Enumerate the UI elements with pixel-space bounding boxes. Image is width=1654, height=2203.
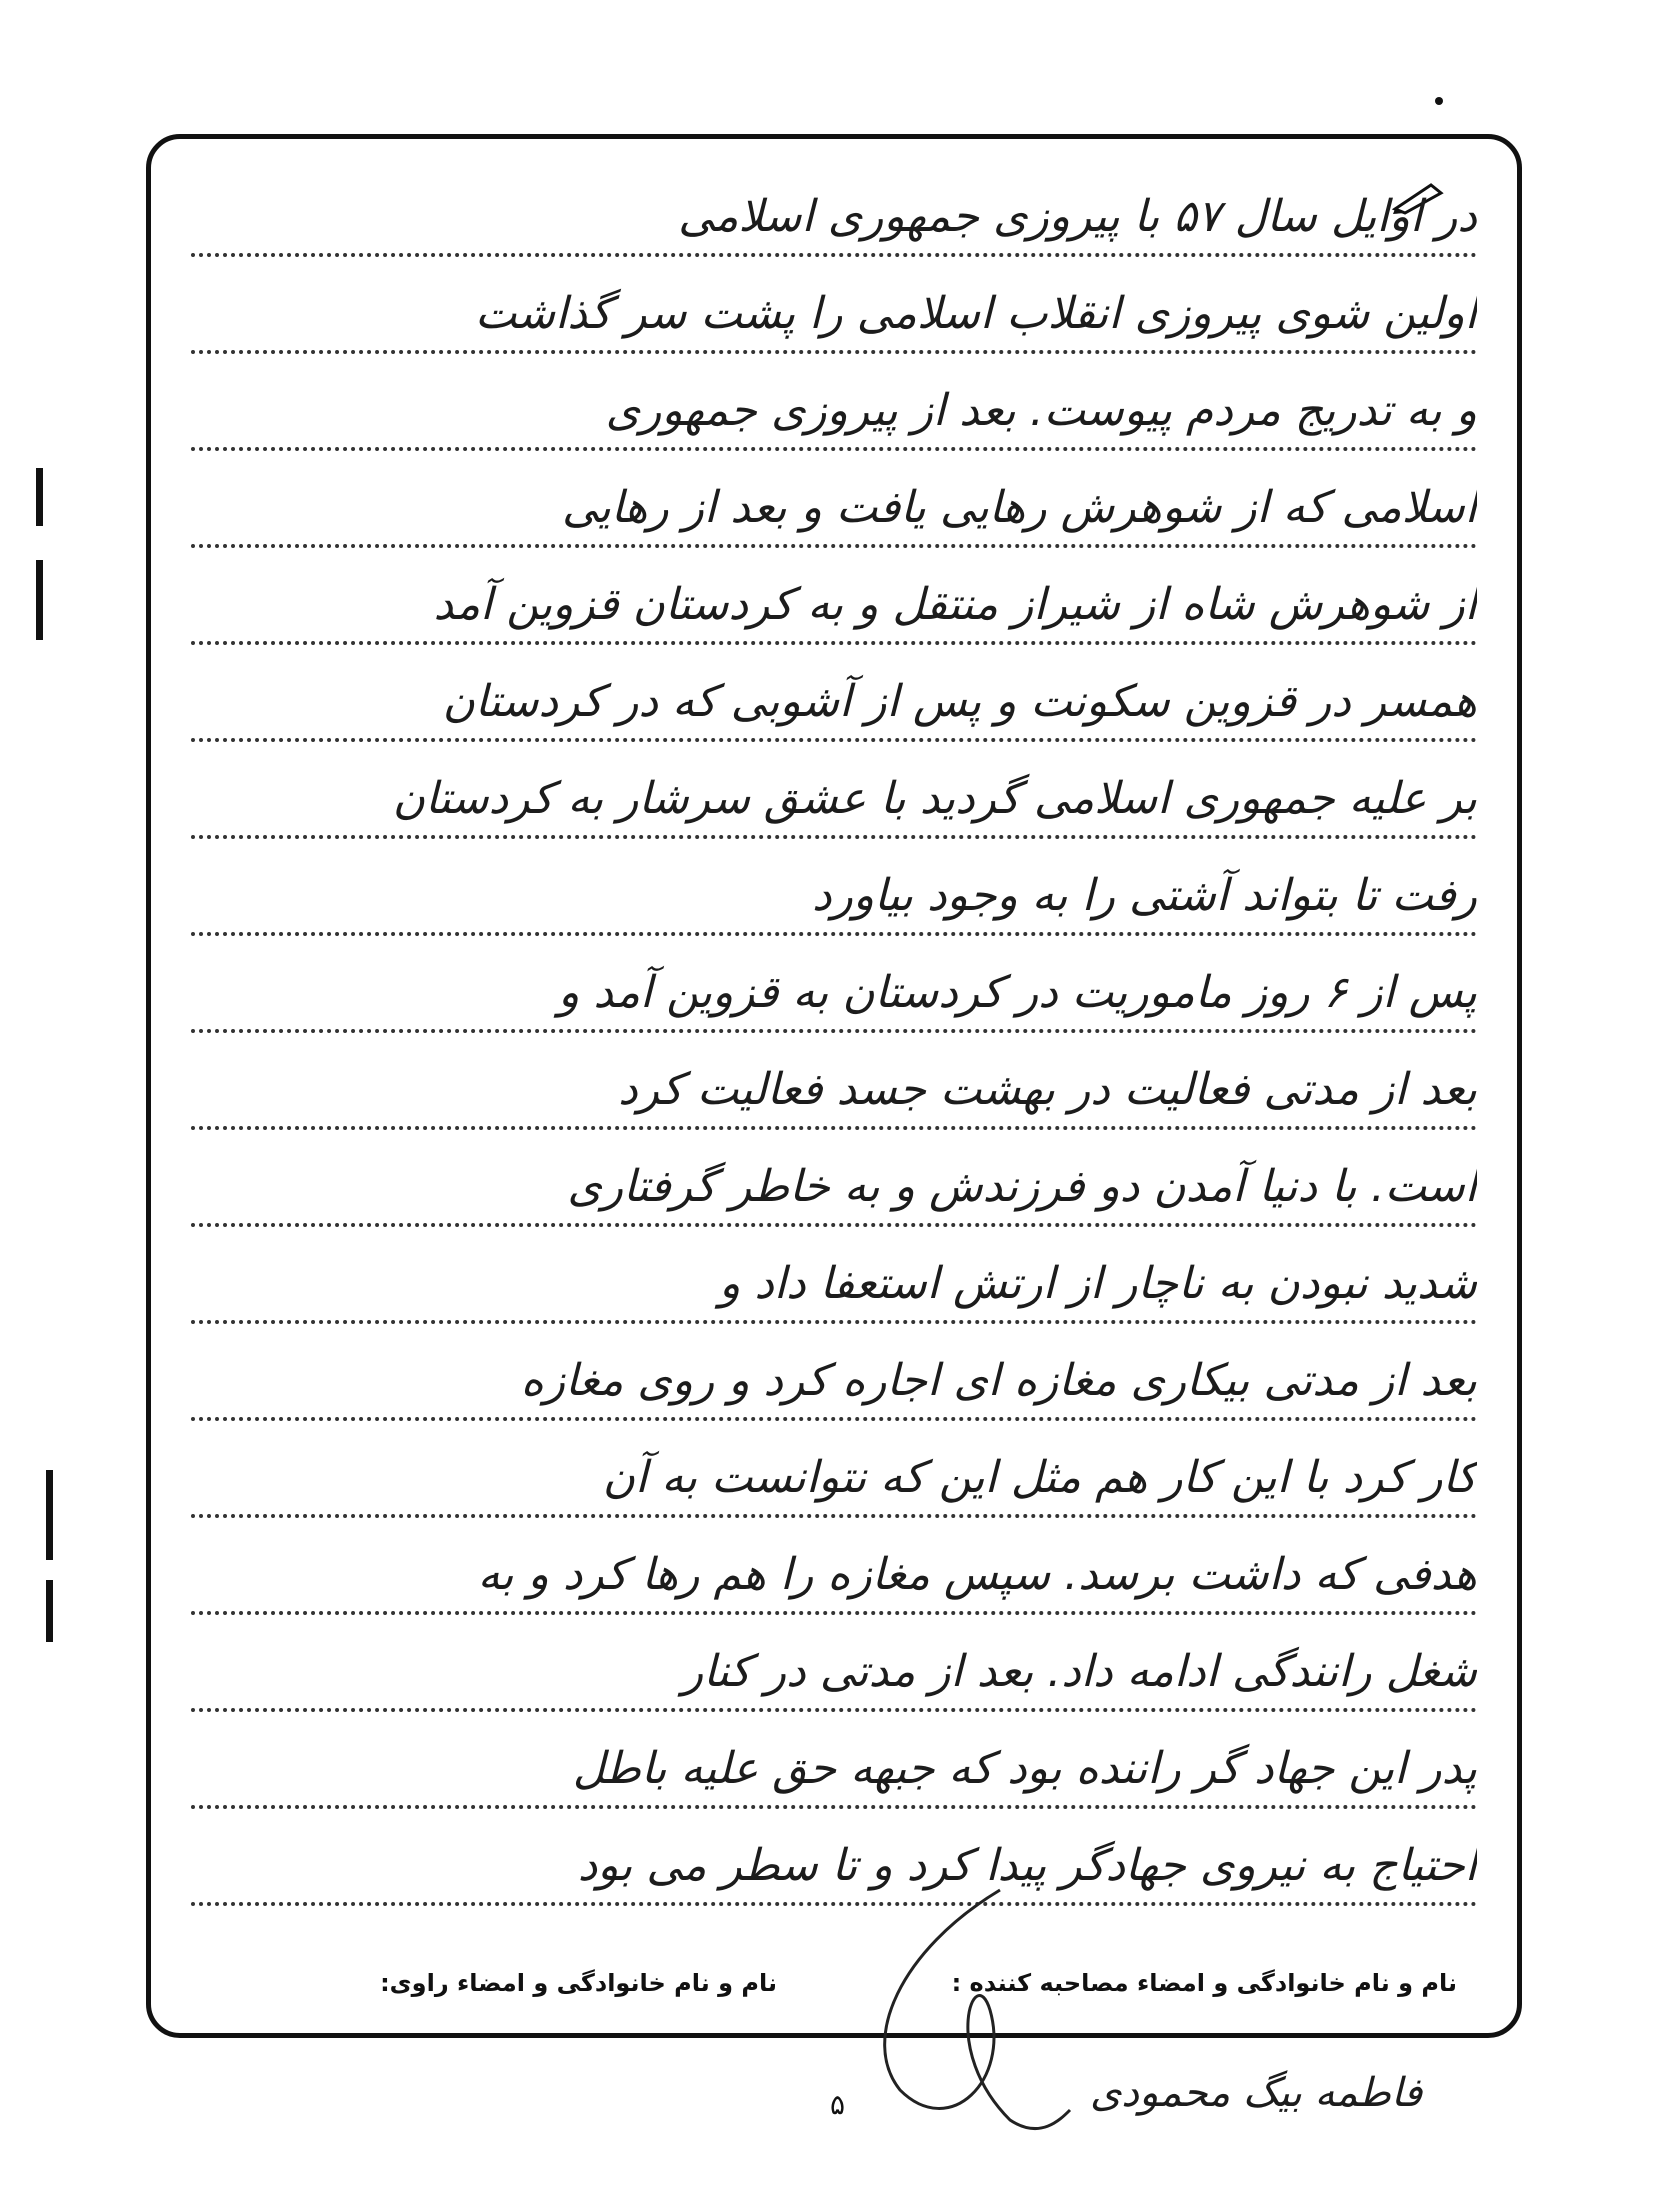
handwritten-line-text: پدر این جهاد گر راننده بود که جبهه حق علیه باطل <box>572 1743 1477 1794</box>
handwritten-line-text: اسلامی که از شوهرش رهایی یافت و بعد از رهایی <box>562 482 1477 533</box>
interviewer-signature-label: نام و نام خانوادگی و امضاء مصاحبه کننده : <box>951 1969 1457 1997</box>
narrator-signature-label: نام و نام خانوادگی و امضاء راوی: <box>380 1969 777 1997</box>
handwritten-line-text: کار کرد با این کار هم مثل این که نتوانست به آن <box>602 1452 1477 1503</box>
handwritten-line-text: رفت تا بتواند آشتی را به وجود بیاورد <box>811 870 1477 921</box>
handwritten-line-text: احتیاج به نیروی جهادگر پیدا کرد و تا سطر می بود <box>577 1840 1477 1891</box>
handwritten-line-text: در اوایل سال ۵۷ با پیروزی جمهوری اسلامی <box>678 191 1477 242</box>
handwritten-line-text: است. با دنیا آمدن دو فرزندش و به خاطر گرفتاری <box>567 1161 1477 1212</box>
handwritten-signature: فاطمه بیگ محمودی <box>1090 2070 1423 2116</box>
handwritten-line-text: پس از ۶ روز ماموریت در کردستان به قزوین آمد و <box>558 967 1477 1018</box>
handwritten-line-text: بر علیه جمهوری اسلامی گردید با عشق سرشار به کردستان <box>392 773 1477 824</box>
handwritten-line-text: هدفی که داشت برسد. سپس مغازه را هم رها کرد و به <box>477 1549 1477 1600</box>
handwritten-line-text: شدید نبودن به ناچار از ارتش استعفا داد و <box>719 1258 1477 1309</box>
handwritten-line-text: بعد از مدتی بیکاری مغازه ای اجاره کرد و روی مغازه <box>520 1355 1477 1406</box>
handwritten-line-text: بعد از مدتی فعالیت در بهشت جسد فعالیت کرد <box>618 1064 1477 1115</box>
handwritten-line-text: شغل رانندگی ادامه داد. بعد از مدتی در کنار <box>682 1646 1477 1697</box>
page-number: ۵ <box>830 2088 846 2121</box>
handwritten-line-text: همسر در قزوین سکونت و پس از آشوبی که در کردستان <box>442 676 1477 727</box>
handwritten-line-text: از شوهرش شاه از شیراز منتقل و به کردستان قزوین آمد <box>433 579 1477 630</box>
handwritten-line-text: اولین شوی پیروزی انقلاب اسلامی را پشت سر گذاشت <box>475 288 1477 339</box>
handwritten-line-text: و به تدریج مردم پیوست. بعد از پیروزی جمهوری <box>605 385 1477 436</box>
